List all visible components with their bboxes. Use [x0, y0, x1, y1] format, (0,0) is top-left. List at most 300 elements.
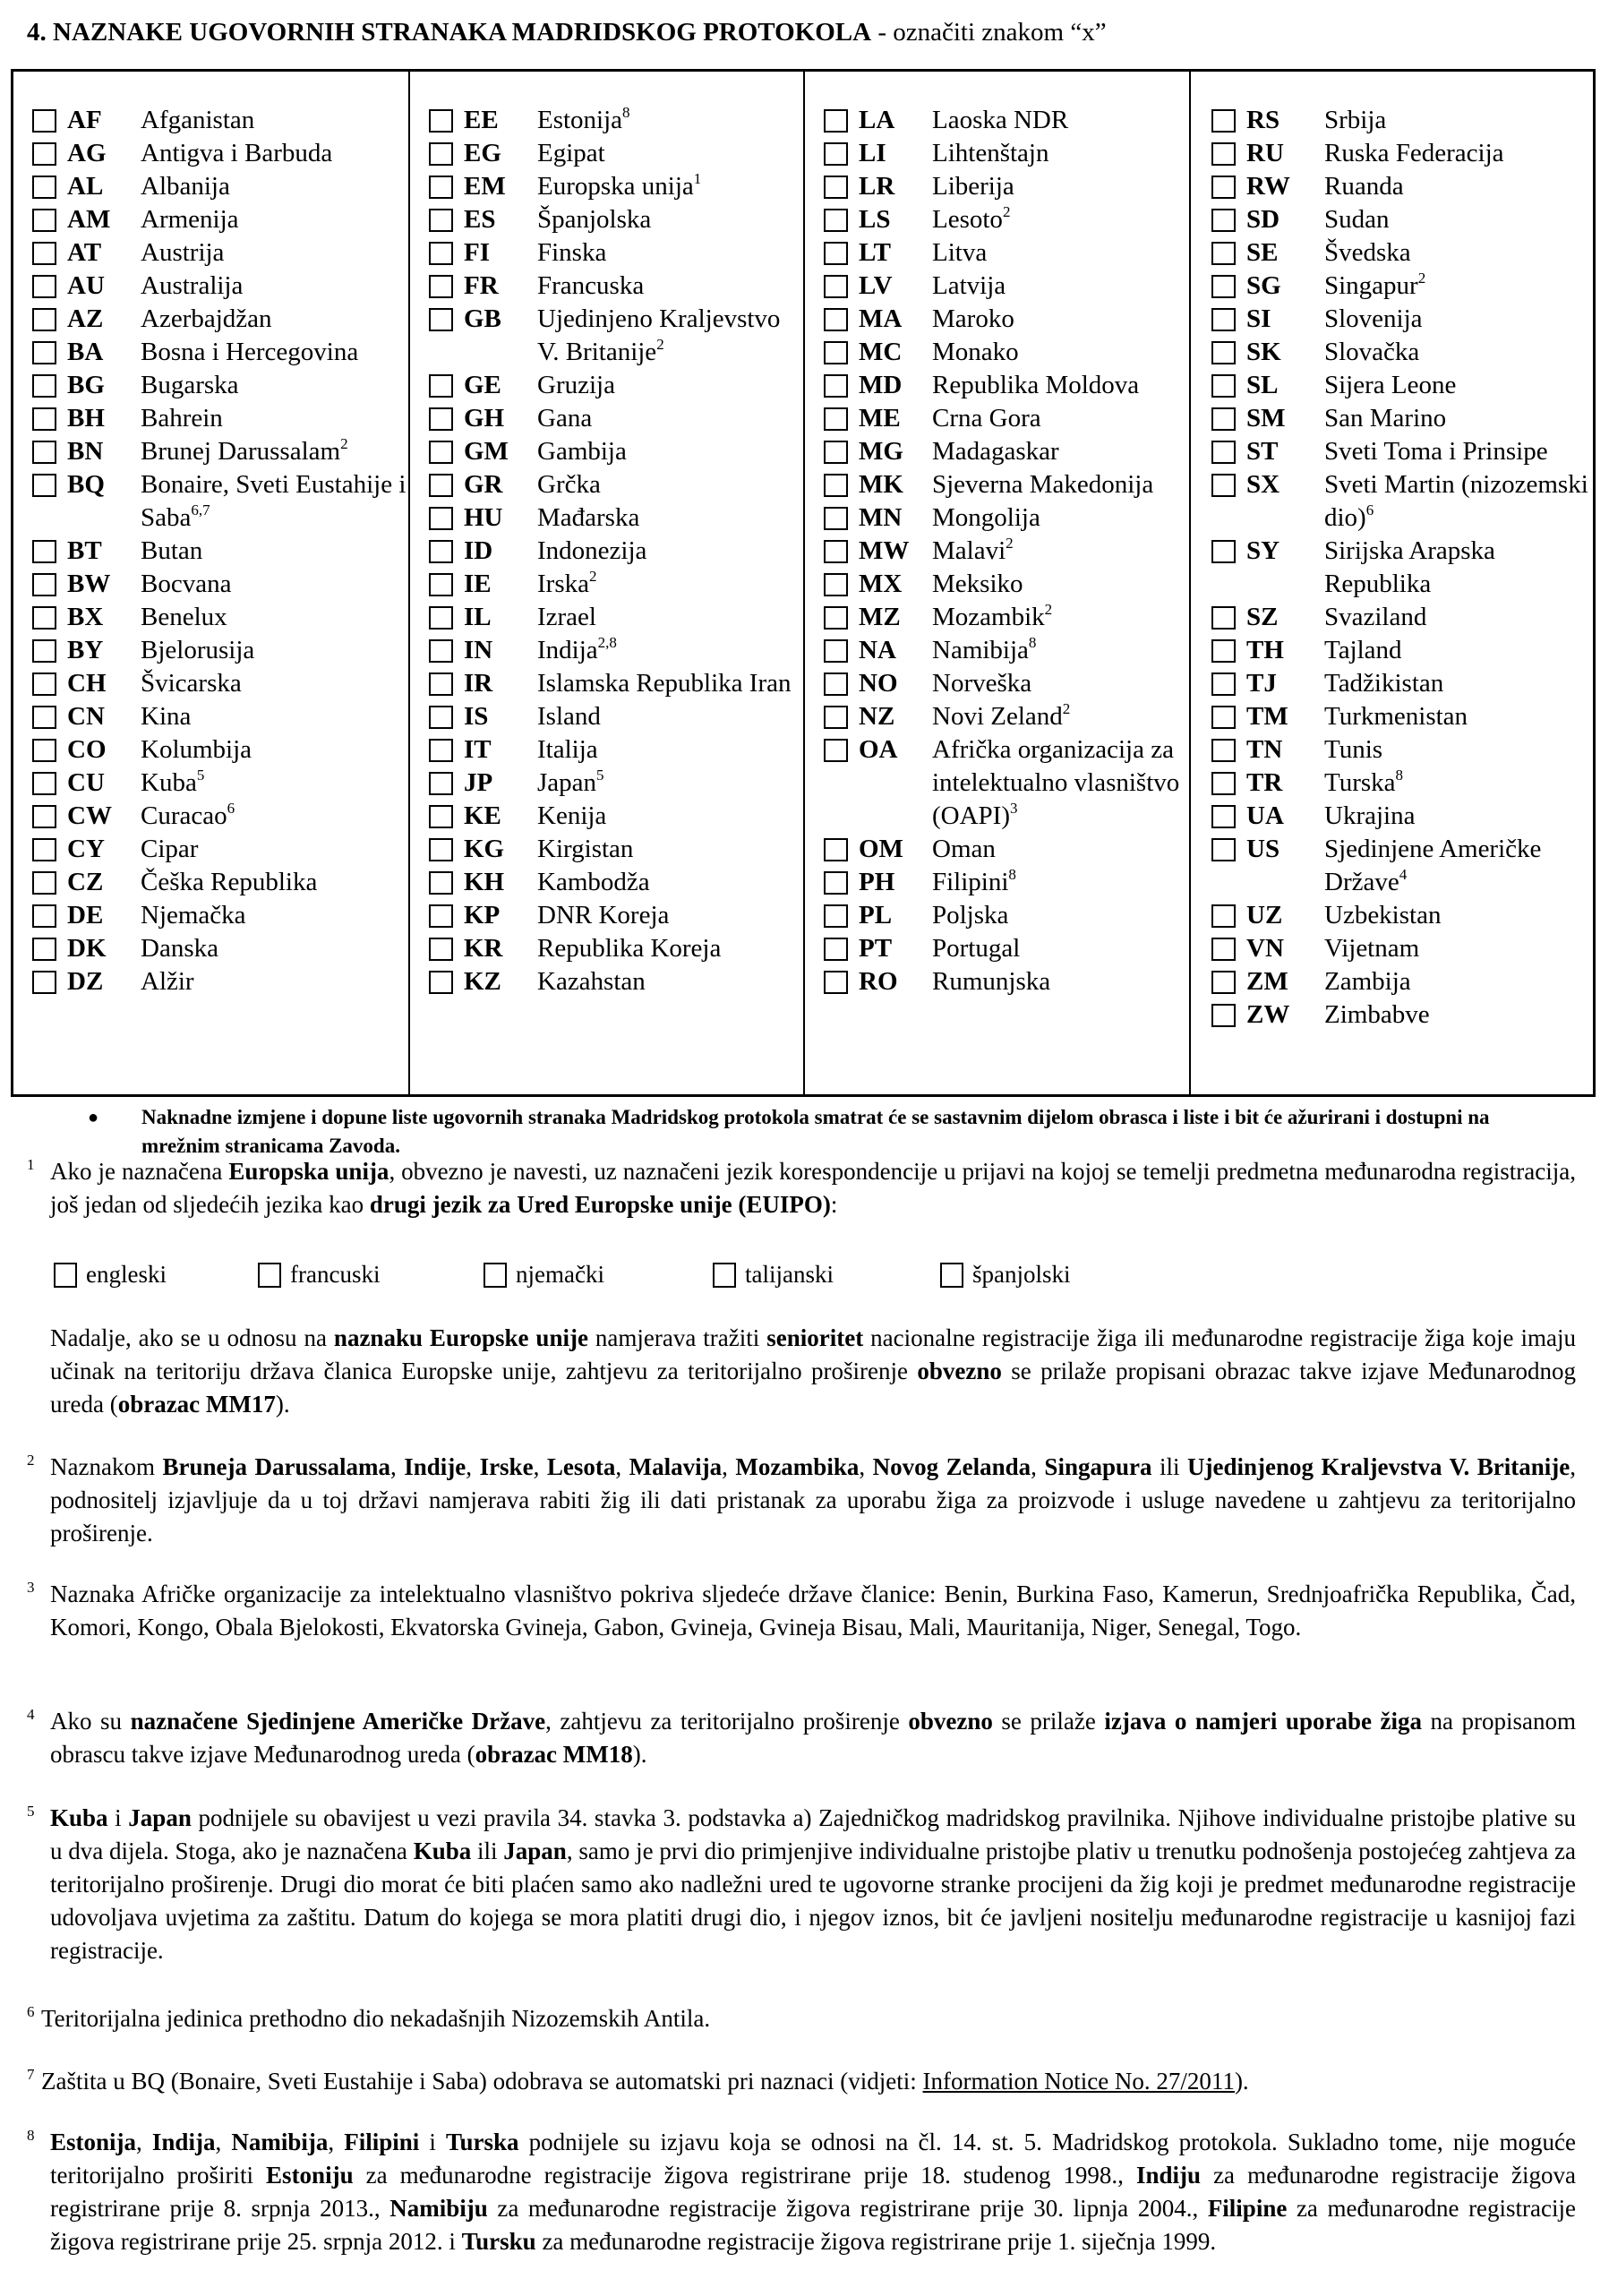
bullet-note-text: Naknadne izmjene i dopune liste ugovornih stranaka Madridskog protokola smatrat će se sastavnim dijelom obrasca i liste i bit će ažurirani i dostupni na mrežnim stranicama Zavoda. [141, 1106, 1490, 1157]
country-name-text: Sjeverna Makedonija [932, 470, 1154, 499]
checkbox-cy[interactable] [32, 838, 56, 861]
country-row-by [32, 634, 408, 667]
country-name-text: Ujedinjeno Kraljevstvo V. Britanije [537, 304, 781, 366]
country-code: TM [1246, 702, 1288, 731]
country-row-it [429, 733, 803, 767]
country-name-text: Slovenija [1324, 304, 1423, 333]
country-name [537, 932, 803, 965]
footnote-1 [27, 1155, 1576, 1221]
country-code: IR [464, 669, 493, 698]
footnote-reference: 1 [693, 170, 702, 187]
country-row-ua [1211, 800, 1593, 833]
country-code: DZ [67, 967, 104, 996]
country-code: MA [859, 304, 903, 333]
country-name [141, 899, 408, 932]
country-name [141, 468, 408, 535]
checkbox-am[interactable] [32, 209, 56, 232]
country-name [1324, 932, 1593, 965]
checkbox-by[interactable] [32, 639, 56, 663]
contracting-parties-table [11, 69, 1596, 1097]
checkbox-mk[interactable] [824, 474, 848, 497]
country-name [932, 833, 1189, 866]
country-name-text: Sjedinjene Američke Države [1324, 835, 1542, 896]
country-row-ie [429, 568, 803, 601]
country-name-text: Sveti Toma i Prinsipe [1324, 437, 1548, 466]
country-name-text: Namibija [932, 636, 1029, 664]
country-code: RU [1246, 139, 1284, 167]
country-name-text: Zimbabve [1324, 1000, 1430, 1029]
country-code: IN [464, 636, 493, 664]
country-code: SM [1246, 404, 1286, 433]
country-row-sx [1211, 468, 1593, 535]
country-code: ST [1246, 437, 1279, 466]
bullet-note [88, 1103, 1565, 1161]
language-option-english[interactable] [54, 1261, 258, 1289]
country-row-ch [32, 667, 408, 700]
checkbox-th[interactable] [1211, 639, 1236, 663]
checkbox-bh[interactable] [32, 407, 56, 431]
country-name-text: Afganistan [141, 106, 255, 134]
country-name [141, 303, 408, 336]
checkbox-kr[interactable] [429, 938, 453, 961]
checkbox-in[interactable] [429, 639, 453, 663]
country-row-af [32, 104, 408, 137]
country-code: CH [67, 669, 107, 698]
checkbox-lt[interactable] [824, 242, 848, 265]
checkbox-ir[interactable] [429, 673, 453, 696]
checkbox-al[interactable] [32, 176, 56, 199]
country-name-text: Europska unija [537, 172, 694, 201]
country-code: EE [464, 106, 499, 134]
checkbox-ag[interactable] [32, 142, 56, 166]
country-name-text: Novi Zeland [932, 702, 1063, 731]
country-name-text: Italija [537, 735, 598, 764]
country-name-text: Laoska NDR [932, 106, 1069, 134]
checkbox-mx[interactable] [824, 573, 848, 596]
checkbox-zm[interactable] [1211, 971, 1236, 994]
checkbox-il[interactable] [429, 606, 453, 630]
country-name-text: Tadžikistan [1324, 669, 1444, 698]
checkbox-gb[interactable] [429, 308, 453, 331]
checkbox-tm[interactable] [1211, 706, 1236, 729]
language-option-italian[interactable] [713, 1261, 940, 1289]
checkbox-ls[interactable] [824, 209, 848, 232]
country-row-tn [1211, 733, 1593, 767]
country-row-zw [1211, 998, 1593, 1032]
checkbox-bt[interactable] [32, 540, 56, 563]
checkbox-oa[interactable] [824, 739, 848, 762]
country-row-tm [1211, 700, 1593, 733]
country-name-text: Litva [932, 238, 988, 267]
country-row-kg [429, 833, 803, 866]
checkbox-mc[interactable] [824, 341, 848, 364]
country-name-text: Finska [537, 238, 607, 267]
country-row-sk [1211, 336, 1593, 369]
footnote-2 [27, 1451, 1576, 1550]
country-row-na [824, 634, 1189, 667]
checkbox-sy[interactable] [1211, 540, 1236, 563]
checkbox-at[interactable] [32, 242, 56, 265]
country-name [141, 634, 408, 667]
country-row-cu [32, 767, 408, 800]
country-code: ZW [1246, 1000, 1290, 1029]
country-code: MK [859, 470, 903, 499]
country-code: SZ [1246, 603, 1279, 631]
country-name [932, 236, 1189, 270]
checkbox-gm[interactable] [429, 441, 453, 464]
country-name-text: Tunis [1324, 735, 1383, 764]
country-code: BY [67, 636, 104, 664]
checkbox-ba[interactable] [32, 341, 56, 364]
country-name [537, 303, 803, 369]
language-label: engleski [86, 1261, 167, 1288]
country-name-text: Bjelorusija [141, 636, 255, 664]
country-name-text: Kolumbija [141, 735, 252, 764]
country-name [932, 932, 1189, 965]
country-name-text: Grčka [537, 470, 601, 499]
footnote-reference: 2 [656, 336, 664, 353]
country-name-text: Oman [932, 835, 996, 863]
checkbox-tr[interactable] [1211, 772, 1236, 795]
checkbox-mg[interactable] [824, 441, 848, 464]
country-name [1324, 137, 1593, 170]
country-code: LA [859, 106, 895, 134]
checkbox-vn[interactable] [1211, 938, 1236, 961]
checkbox[interactable] [940, 1263, 963, 1288]
checkbox-om[interactable] [824, 838, 848, 861]
country-code: SX [1246, 470, 1280, 499]
checkbox-mw[interactable] [824, 540, 848, 563]
country-name [537, 468, 803, 501]
country-code: MG [859, 437, 903, 466]
country-code: DE [67, 901, 104, 930]
country-name [1324, 236, 1593, 270]
country-row-gh [429, 402, 803, 435]
checkbox-cu[interactable] [32, 772, 56, 795]
checkbox-kz[interactable] [429, 971, 453, 994]
checkbox-ro[interactable] [824, 971, 848, 994]
checkbox-bq[interactable] [32, 474, 56, 497]
country-name [1324, 535, 1593, 601]
section-title-instruction: - označiti znakom “x” [871, 18, 1107, 47]
checkbox-fr[interactable] [429, 275, 453, 298]
country-code: ZM [1246, 967, 1288, 996]
country-row-bw [32, 568, 408, 601]
country-name-text: Filipini [932, 868, 1009, 896]
country-row-cz [32, 866, 408, 899]
country-code: SL [1246, 371, 1279, 399]
country-name [141, 767, 408, 800]
country-name [1324, 336, 1593, 369]
country-code: EG [464, 139, 501, 167]
country-row-gb [429, 303, 803, 369]
checkbox-es[interactable] [429, 209, 453, 232]
country-code: GH [464, 404, 505, 433]
checkbox-hu[interactable] [429, 507, 453, 530]
country-name [932, 137, 1189, 170]
country-code: SE [1246, 238, 1279, 267]
country-name [932, 899, 1189, 932]
country-code: AM [67, 205, 111, 234]
checkbox-mz[interactable] [824, 606, 848, 630]
country-name-text: Indonezija [537, 536, 647, 565]
checkbox-sg[interactable] [1211, 275, 1236, 298]
checkbox-md[interactable] [824, 374, 848, 398]
country-name-text: Danska [141, 934, 218, 963]
country-column-2 [408, 72, 803, 1094]
checkbox-bg[interactable] [32, 374, 56, 398]
checkbox-au[interactable] [32, 275, 56, 298]
country-name-text: Gana [537, 404, 593, 433]
language-label: francuski [290, 1261, 381, 1288]
country-name-text: Bugarska [141, 371, 239, 399]
checkbox[interactable] [484, 1263, 507, 1288]
country-code: AL [67, 172, 104, 201]
checkbox-sl[interactable] [1211, 374, 1236, 398]
checkbox-zw[interactable] [1211, 1004, 1236, 1027]
country-code: ME [859, 404, 901, 433]
checkbox-lr[interactable] [824, 176, 848, 199]
checkbox-af[interactable] [32, 109, 56, 133]
checkbox-co[interactable] [32, 739, 56, 762]
checkbox-pt[interactable] [824, 938, 848, 961]
country-name [1324, 965, 1593, 998]
checkbox[interactable] [713, 1263, 736, 1288]
country-code: CY [67, 835, 105, 863]
country-code: KR [464, 934, 503, 963]
country-name [141, 369, 408, 402]
checkbox-ma[interactable] [824, 308, 848, 331]
country-name-text: Madagaskar [932, 437, 1059, 466]
country-code: HU [464, 503, 503, 532]
checkbox-ua[interactable] [1211, 805, 1236, 828]
country-row-au [32, 270, 408, 303]
checkbox-nz[interactable] [824, 706, 848, 729]
country-row-pt [824, 932, 1189, 965]
checkbox-pl[interactable] [824, 904, 848, 928]
country-name [537, 733, 803, 767]
footnote-text: Naznakom Bruneja Darussalama, Indije, Irske, Lesota, Malavija, Mozambika, Novog Zelanda, Singapura ili Ujedinjenog Kraljevstva V. Britanije, podnositelj izjavljuje da u toj državi namjerava rabiti žig ili dati pristanak za uporabu žiga za proizvode i usluge navedene u zahtjevu za teritorijalno proširenje. [50, 1453, 1577, 1546]
checkbox-de[interactable] [32, 904, 56, 928]
language-option-spanish[interactable] [940, 1261, 1071, 1289]
country-name-text: Alžir [141, 967, 194, 996]
country-name [932, 700, 1189, 733]
checkbox-dk[interactable] [32, 938, 56, 961]
country-name [932, 634, 1189, 667]
checkbox-ke[interactable] [429, 805, 453, 828]
checkbox-bw[interactable] [32, 573, 56, 596]
checkbox-tj[interactable] [1211, 673, 1236, 696]
checkbox-id[interactable] [429, 540, 453, 563]
footnote-number: 1 [27, 1156, 35, 1173]
checkbox-sd[interactable] [1211, 209, 1236, 232]
country-name [1324, 468, 1593, 535]
language-option-german[interactable] [484, 1261, 713, 1289]
country-name [537, 501, 803, 535]
country-code: BQ [67, 470, 105, 499]
checkbox-no[interactable] [824, 673, 848, 696]
country-code: GM [464, 437, 509, 466]
checkbox-bn[interactable] [32, 441, 56, 464]
country-row-jp [429, 767, 803, 800]
country-name-text: Sirijska Arapska Republika [1324, 536, 1495, 598]
checkbox-jp[interactable] [429, 772, 453, 795]
country-row-kh [429, 866, 803, 899]
checkbox-ee[interactable] [429, 109, 453, 133]
checkbox-st[interactable] [1211, 441, 1236, 464]
country-name-text: Butan [141, 536, 203, 565]
country-row-is [429, 700, 803, 733]
checkbox-us[interactable] [1211, 838, 1236, 861]
country-name [141, 700, 408, 733]
country-name [1324, 634, 1593, 667]
checkbox-gh[interactable] [429, 407, 453, 431]
country-name [537, 535, 803, 568]
country-name-text: Turkmenistan [1324, 702, 1468, 731]
checkbox-gr[interactable] [429, 474, 453, 497]
checkbox-ru[interactable] [1211, 142, 1236, 166]
checkbox-lv[interactable] [824, 275, 848, 298]
checkbox-ch[interactable] [32, 673, 56, 696]
country-name [141, 270, 408, 303]
checkbox-na[interactable] [824, 639, 848, 663]
country-code: AU [67, 271, 105, 300]
checkbox-si[interactable] [1211, 308, 1236, 331]
country-name-text: Poljska [932, 901, 1009, 930]
checkbox-li[interactable] [824, 142, 848, 166]
country-name-text: Irska [537, 570, 589, 598]
country-row-mc [824, 336, 1189, 369]
checkbox-me[interactable] [824, 407, 848, 431]
checkbox-dz[interactable] [32, 971, 56, 994]
country-name [141, 535, 408, 568]
checkbox-ie[interactable] [429, 573, 453, 596]
country-name [932, 468, 1189, 501]
country-code: MD [859, 371, 903, 399]
country-name [1324, 203, 1593, 236]
country-row-uz [1211, 899, 1593, 932]
country-name-text: Benelux [141, 603, 227, 631]
country-code: KH [464, 868, 505, 896]
country-name [1324, 998, 1593, 1032]
country-name-text: Malavi [932, 536, 1006, 565]
country-name [141, 137, 408, 170]
checkbox-cn[interactable] [32, 706, 56, 729]
country-name-text: Vijetnam [1324, 934, 1420, 963]
checkbox-cw[interactable] [32, 805, 56, 828]
footnote-number: 3 [27, 1579, 35, 1596]
checkbox-sz[interactable] [1211, 606, 1236, 630]
checkbox-la[interactable] [824, 109, 848, 133]
country-name-text: Španjolska [537, 205, 652, 234]
country-row-am [32, 203, 408, 236]
footnote-text: Teritorijalna jedinica prethodno dio nekadašnjih Nizozemskih Antila. [41, 2005, 711, 2032]
checkbox-kp[interactable] [429, 904, 453, 928]
country-row-il [429, 601, 803, 634]
country-code: CU [67, 768, 105, 797]
checkbox-ph[interactable] [824, 871, 848, 895]
checkbox-rs[interactable] [1211, 109, 1236, 133]
country-row-al [32, 170, 408, 203]
country-name-text: Kazahstan [537, 967, 646, 996]
checkbox-em[interactable] [429, 176, 453, 199]
country-name-text: Island [537, 702, 601, 731]
country-code: LT [859, 238, 892, 267]
country-name-text: Tajland [1324, 636, 1402, 664]
checkbox[interactable] [258, 1263, 281, 1288]
footnote-number: 7 [27, 2066, 35, 2083]
country-code: BW [67, 570, 111, 598]
checkbox-cz[interactable] [32, 871, 56, 895]
checkbox-mn[interactable] [824, 507, 848, 530]
country-row-mn [824, 501, 1189, 535]
country-row-pl [824, 899, 1189, 932]
footnote-8 [27, 2126, 1576, 2258]
country-name [141, 568, 408, 601]
country-name-text: Kuba [141, 768, 197, 797]
country-row-kz [429, 965, 803, 998]
checkbox-ge[interactable] [429, 374, 453, 398]
footnote-7 [27, 2065, 1576, 2098]
checkbox-se[interactable] [1211, 242, 1236, 265]
country-code: AG [67, 139, 107, 167]
country-row-om [824, 833, 1189, 866]
country-row-mw [824, 535, 1189, 568]
country-row-eg [429, 137, 803, 170]
checkbox-sx[interactable] [1211, 474, 1236, 497]
country-code: TR [1246, 768, 1283, 797]
footnote-reference: 6 [1365, 501, 1374, 518]
country-code: GR [464, 470, 503, 499]
language-option-french[interactable] [258, 1261, 484, 1289]
country-row-th [1211, 634, 1593, 667]
checkbox-rw[interactable] [1211, 176, 1236, 199]
checkbox-it[interactable] [429, 739, 453, 762]
footnote-reference: 6,7 [191, 501, 210, 518]
country-row-bn [32, 435, 408, 468]
country-name [932, 270, 1189, 303]
country-row-id [429, 535, 803, 568]
checkbox-az[interactable] [32, 308, 56, 331]
country-name [1324, 104, 1593, 137]
country-name-text: Lihtenštajn [932, 139, 1049, 167]
checkbox-is[interactable] [429, 706, 453, 729]
country-name [537, 634, 803, 667]
country-row-ma [824, 303, 1189, 336]
country-name-text: Kambodža [537, 868, 650, 896]
country-name [537, 767, 803, 800]
checkbox-tn[interactable] [1211, 739, 1236, 762]
country-name-text: Maroko [932, 304, 1014, 333]
country-name [932, 601, 1189, 634]
country-code: SG [1246, 271, 1281, 300]
checkbox-uz[interactable] [1211, 904, 1236, 928]
checkbox-sk[interactable] [1211, 341, 1236, 364]
checkbox[interactable] [54, 1263, 77, 1288]
footnote-text: Ako su naznačene Sjedinjene Američke Države, zahtjevu za teritorijalno proširenje obvezno se prilaže izjava o namjeri uporabe žiga na propisanom obrascu takve izjave Međunarodnog ureda (obrazac MM18). [50, 1708, 1577, 1768]
information-notice-link[interactable]: Information Notice No. 27/2011 [922, 2068, 1235, 2095]
country-name [1324, 170, 1593, 203]
country-code: LV [859, 271, 893, 300]
checkbox-bx[interactable] [32, 606, 56, 630]
checkbox-eg[interactable] [429, 142, 453, 166]
country-name-text: Sijera Leone [1324, 371, 1457, 399]
checkbox-sm[interactable] [1211, 407, 1236, 431]
checkbox-kh[interactable] [429, 871, 453, 895]
country-name [141, 800, 408, 833]
checkbox-fi[interactable] [429, 242, 453, 265]
checkbox-kg[interactable] [429, 838, 453, 861]
